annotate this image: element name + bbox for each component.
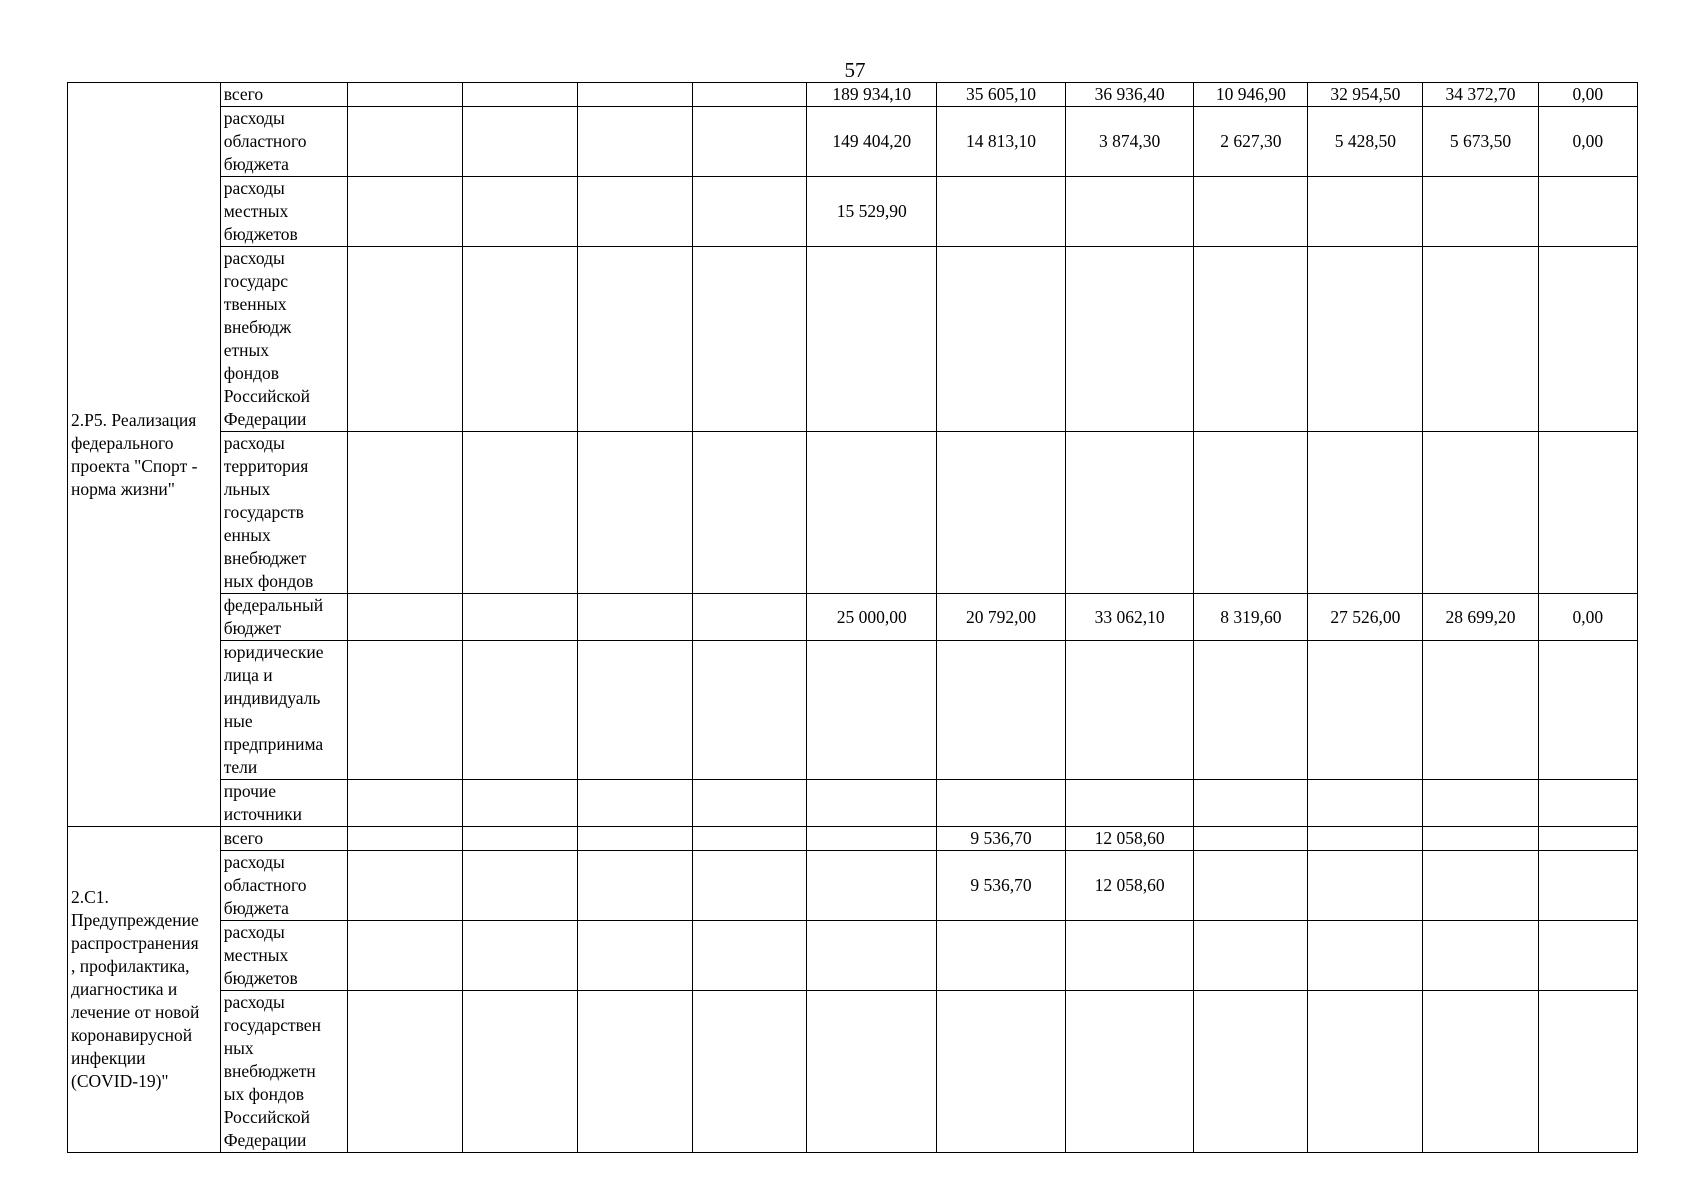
value-cell [1194,641,1308,780]
empty-cell [578,991,693,1153]
empty-cell [578,827,693,851]
value-cell: 3 874,30 [1065,107,1194,177]
empty-cell [578,177,693,247]
value-cell [937,991,1066,1153]
value-cell [1194,851,1308,921]
empty-cell [578,247,693,432]
table-row [68,827,1638,851]
value-cell [1065,991,1194,1153]
value-cell [1194,827,1308,851]
value-cell [937,432,1066,594]
value-cell [1423,177,1538,247]
empty-cell [578,641,693,780]
value-cell [1308,991,1423,1153]
empty-cell [348,83,463,107]
table-row [68,780,1638,827]
empty-cell [693,851,807,921]
value-cell: 12 058,60 [1065,851,1194,921]
value-cell [1538,641,1638,780]
value-cell: 149 404,20 [807,107,937,177]
value-cell [1194,247,1308,432]
value-cell [1423,641,1538,780]
empty-cell [348,827,463,851]
value-cell [1538,827,1638,851]
empty-cell [693,107,807,177]
funding-source: прочие источники [220,780,348,827]
empty-cell [348,780,463,827]
value-cell: 25 000,00 [807,594,937,641]
value-cell [807,991,937,1153]
value-cell: 2 627,30 [1194,107,1308,177]
value-cell [1194,432,1308,594]
empty-cell [463,780,578,827]
funding-source: расходы областного бюджета [220,851,348,921]
empty-cell [693,827,807,851]
value-cell [1538,432,1638,594]
empty-cell [693,247,807,432]
value-cell: 0,00 [1538,83,1638,107]
value-cell: 36 936,40 [1065,83,1194,107]
value-cell [1065,921,1194,991]
funding-source: расходы государствен ных внебюджетн ых фондов Российской Федерации [220,991,348,1153]
funding-source: юридические лица и индивидуаль ные предпринима тели [220,641,348,780]
value-cell [937,780,1066,827]
value-cell: 0,00 [1538,107,1638,177]
value-cell: 33 062,10 [1065,594,1194,641]
empty-cell [693,83,807,107]
funding-source: расходы государс твенных внебюдж етных фондов Российской Федерации [220,247,348,432]
value-cell: 10 946,90 [1194,83,1308,107]
empty-cell [693,921,807,991]
funding-source: расходы территория льных государств енных внебюджет ных фондов [220,432,348,594]
value-cell: 15 529,90 [807,177,937,247]
funding-source: федеральный бюджет [220,594,348,641]
funding-source: всего [220,827,348,851]
empty-cell [348,921,463,991]
empty-cell [693,177,807,247]
value-cell [937,921,1066,991]
value-cell [1423,432,1538,594]
value-cell [807,432,937,594]
value-cell [1423,921,1538,991]
value-cell [1308,432,1423,594]
empty-cell [578,851,693,921]
empty-cell [693,594,807,641]
value-cell [1194,780,1308,827]
empty-cell [578,921,693,991]
table-row [68,594,1638,641]
value-cell [1423,827,1538,851]
table-row [68,247,1638,432]
value-cell [1308,780,1423,827]
empty-cell [463,247,578,432]
empty-cell [463,83,578,107]
empty-cell [578,780,693,827]
value-cell [1538,177,1638,247]
value-cell [807,851,937,921]
empty-cell [463,827,578,851]
value-cell [1308,177,1423,247]
empty-cell [348,594,463,641]
value-cell [807,827,937,851]
empty-cell [463,177,578,247]
empty-cell [693,780,807,827]
funding-source: расходы местных бюджетов [220,177,348,247]
table-row [68,991,1638,1153]
value-cell [1308,827,1423,851]
empty-cell [348,641,463,780]
value-cell [1065,780,1194,827]
value-cell [937,177,1066,247]
value-cell: 9 536,70 [937,827,1066,851]
value-cell [1538,780,1638,827]
value-cell: 0,00 [1538,594,1638,641]
value-cell: 14 813,10 [937,107,1066,177]
value-cell: 189 934,10 [807,83,937,107]
value-cell [807,921,937,991]
value-cell [1308,641,1423,780]
value-cell: 5 428,50 [1308,107,1423,177]
value-cell [807,641,937,780]
empty-cell [578,594,693,641]
empty-cell [348,177,463,247]
value-cell: 5 673,50 [1423,107,1538,177]
empty-cell [463,107,578,177]
empty-cell [693,432,807,594]
empty-cell [693,641,807,780]
value-cell [807,247,937,432]
value-cell [1423,247,1538,432]
empty-cell [463,594,578,641]
value-cell [937,641,1066,780]
table-row [68,107,1638,177]
value-cell [1065,641,1194,780]
empty-cell [463,432,578,594]
empty-cell [463,851,578,921]
budget-table [67,82,1638,1153]
value-cell [1065,247,1194,432]
value-cell: 34 372,70 [1423,83,1538,107]
value-cell: 32 954,50 [1308,83,1423,107]
empty-cell [348,851,463,921]
funding-source: расходы областного бюджета [220,107,348,177]
table-row [68,432,1638,594]
value-cell [1194,991,1308,1153]
table-row [68,177,1638,247]
empty-cell [463,641,578,780]
value-cell [1308,851,1423,921]
value-cell [1308,921,1423,991]
table-row [68,641,1638,780]
value-cell: 27 526,00 [1308,594,1423,641]
value-cell: 12 058,60 [1065,827,1194,851]
value-cell: 28 699,20 [1423,594,1538,641]
empty-cell [578,107,693,177]
empty-cell [463,991,578,1153]
value-cell: 35 605,10 [937,83,1066,107]
funding-source: всего [220,83,348,107]
empty-cell [578,432,693,594]
value-cell: 8 319,60 [1194,594,1308,641]
value-cell [1194,921,1308,991]
empty-cell [348,247,463,432]
value-cell [937,247,1066,432]
empty-cell [348,432,463,594]
empty-cell [463,921,578,991]
value-cell [1065,432,1194,594]
table-row [68,921,1638,991]
section-name: 2.С1. Предупреждение распространения , профилактика, диагностика и лечение от новой коронавирусной инфекции (COVID-19)" [68,827,221,1153]
section-name: 2.Р5. Реализация федерального проекта "Спорт - норма жизни" [68,83,221,827]
value-cell [1538,991,1638,1153]
value-cell [1538,921,1638,991]
page-number: 57 [844,58,866,82]
value-cell [1194,177,1308,247]
table-row [68,851,1638,921]
empty-cell [578,83,693,107]
value-cell [1065,177,1194,247]
value-cell: 20 792,00 [937,594,1066,641]
value-cell [1308,247,1423,432]
value-cell [1423,851,1538,921]
value-cell [1538,247,1638,432]
value-cell: 9 536,70 [937,851,1066,921]
table-row [68,83,1638,107]
value-cell [1423,991,1538,1153]
value-cell [1538,851,1638,921]
value-cell [807,780,937,827]
empty-cell [348,991,463,1153]
empty-cell [693,991,807,1153]
value-cell [1423,780,1538,827]
funding-source: расходы местных бюджетов [220,921,348,991]
empty-cell [348,107,463,177]
